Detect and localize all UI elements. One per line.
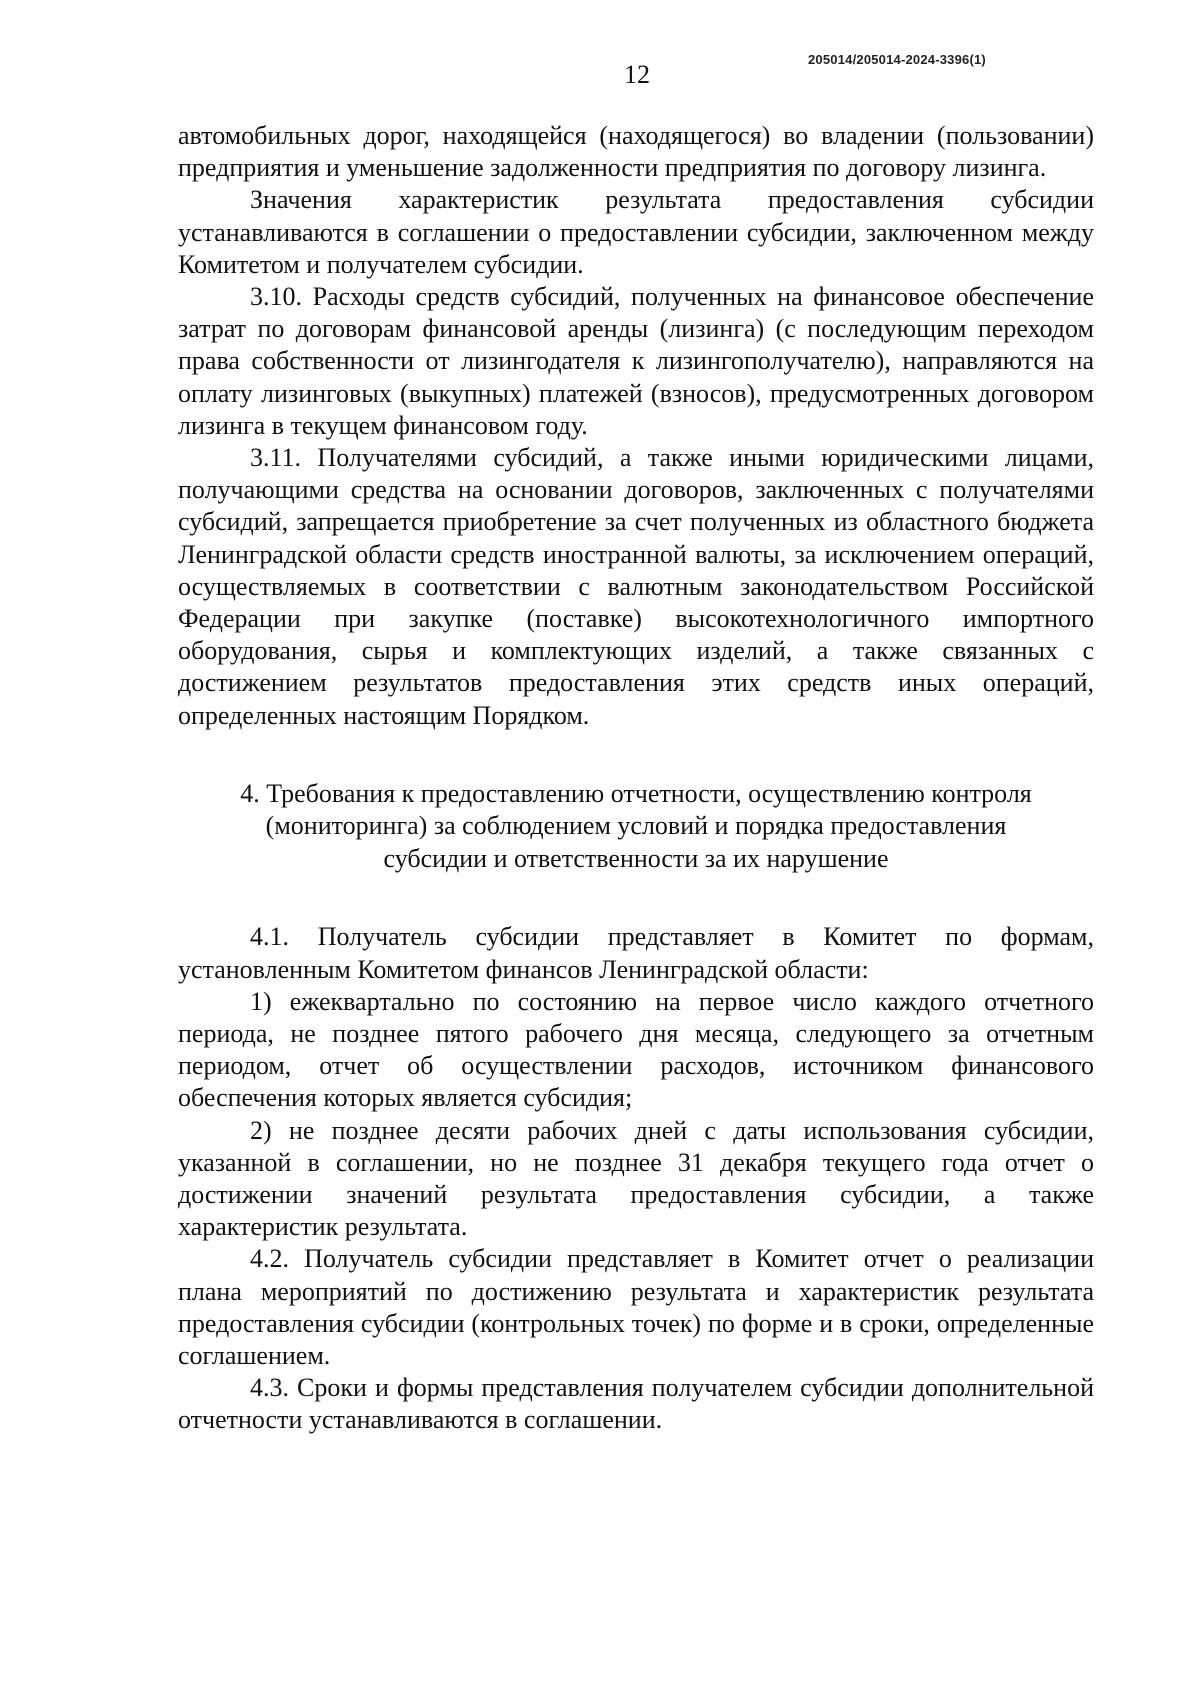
paragraph-3-11: 3.11. Получателями субсидий, а также иными юридическими лицами, получающими средства на основании договоров, заключенных с получателями субсидий, запрещается приобретение за счет полученных из областного бюджета Ленинградской области средств иностранной валюты, за исключением операций, осуществляемых в соответствии с валютным законодательством Российской Федерации при закупке (поставке) высокотехнологичного импортного оборудования, сырья и комплектующих изделий, а также связанных с достижением результатов предоставления этих средств иных операций, определенных настоящим Порядком.	[178, 443, 1094, 730]
paragraph-3-10: 3.10. Расходы средств субсидий, полученных на финансовое обеспечение затрат по договорам финансовой аренды (лизинга) (с последующим переходом права собственности от лизингодателя к лизингополучателю), направляются на оплату лизинговых (выкупных) платежей (взносов), предусмотренных договором лизинга в текущем финансовом году.	[178, 282, 1094, 440]
document-body	[178, 120, 1094, 1437]
document-id: 205014/205014-2024-3396(1)	[808, 52, 986, 67]
paragraph-4-1: 4.1. Получатель субсидии представляет в Комитет по формам, установленным Комитетом финансов Ленинградской области:	[178, 922, 1094, 984]
paragraph-result-characteristics: Значения характеристик результата предоставления субсидии устанавливаются в соглашении о предоставлении субсидии, заключенном между Комитетом и получателем субсидии.	[178, 185, 1094, 279]
paragraph-continuation: автомобильных дорог, находящейся (находящегося) во владении (пользовании) предприятия и уменьшение задолженности предприятия по договору лизинга.	[178, 121, 1094, 183]
paragraph-4-1-item-2: 2) не позднее десяти рабочих дней с даты использования субсидии, указанной в соглашении, но не позднее 31 декабря текущего года отчет о достижении значений результата предоставления субсидии, а также характеристик результата.	[178, 1115, 1094, 1242]
paragraph-4-1-item-1: 1) ежеквартально по состоянию на первое число каждого отчетного периода, не позднее пятого рабочего дня месяца, следующего за отчетным периодом, отчет об осуществлении расходов, источником финансового обеспечения которых является субсидия;	[178, 986, 1094, 1113]
page-number: 12	[624, 60, 650, 89]
paragraph-4-3: 4.3. Сроки и формы представления получателем субсидии дополнительной отчетности устанавливаются в соглашении.	[178, 1373, 1094, 1435]
paragraph-4-2: 4.2. Получатель субсидии представляет в Комитет отчет о реализации плана мероприятий по достижению результата и характеристик результата предоставления субсидии (контрольных точек) по форме и в сроки, определенные соглашением.	[178, 1244, 1094, 1370]
section-4-heading: 4. Требования к предоставлению отчетности, осуществлению контроля (мониторинга) за соблюдением условий и порядка предоставления субсидии и ответственности за их нарушение	[240, 778, 1032, 873]
